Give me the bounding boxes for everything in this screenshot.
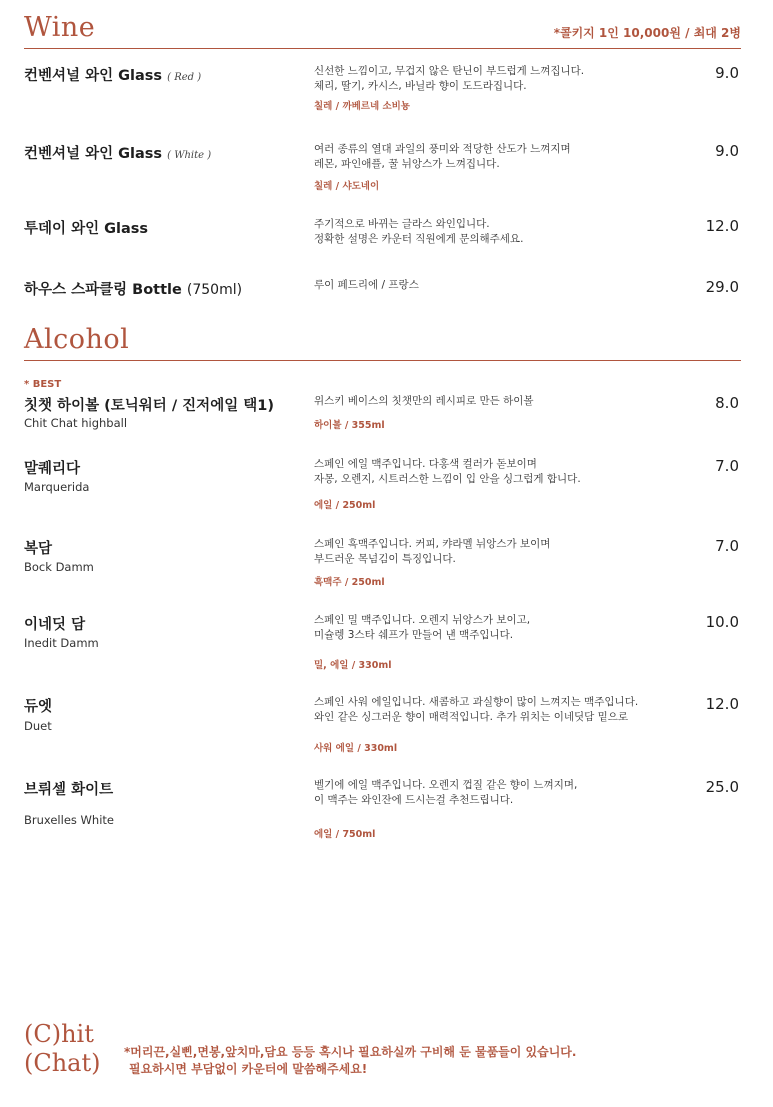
item-price: 9.0	[715, 142, 739, 160]
item-english-name: Duet	[24, 719, 52, 733]
amenities-notice: *머리끈,실삔,면봉,앞치마,담요 등등 혹시나 필요하실까 구비해 둔 물품들이 있습니다. 필요하시면 부담없이 카운터에 말씀해주세요!	[124, 1045, 577, 1076]
item-tag: 칠레 / 까베르네 소비뇽	[314, 101, 410, 112]
item-price: 7.0	[715, 457, 739, 475]
item-price: 12.0	[705, 217, 739, 235]
corkage-note: *콜키지 1인 10,000원 / 최대 2병	[553, 26, 741, 40]
item-description: 스페인 사워 에일입니다. 새콤하고 과실향이 많이 느껴지는 맥주입니다. 와인 같은 싱그러운 향이 매력적입니다. 추가 위치는 이네딧담 밑으로	[314, 696, 639, 723]
item-name: 하우스 스파클링 Bottle (750ml)	[24, 282, 243, 298]
item-price: 12.0	[705, 695, 739, 713]
item-tag: 에일 / 250ml	[314, 500, 376, 511]
item-description: 여러 종류의 열대 과일의 풍미와 적당한 산도가 느껴지며 레몬, 파인애플, 꿀 뉘앙스가 느껴집니다.	[314, 143, 571, 170]
item-english-name: Bock Damm	[24, 560, 94, 574]
item-name: 브뤼셀 화이트	[24, 782, 114, 798]
item-english-name: Bruxelles White	[24, 813, 114, 827]
item-price: 8.0	[715, 394, 739, 412]
alcohol-section-title: Alcohol	[24, 324, 130, 355]
item-name: 칫챗 하이볼 (토닉워터 / 진저에일 택1)	[24, 398, 274, 414]
item-tag: 하이볼 / 355ml	[314, 420, 385, 431]
item-english-name: Inedit Damm	[24, 636, 99, 650]
best-badge: * BEST	[24, 379, 62, 390]
item-tag: 흑맥주 / 250ml	[314, 577, 385, 588]
item-name: 이네딧 담	[24, 617, 86, 633]
item-description: 신선한 느낌이고, 무겁지 않은 탄닌이 부드럽게 느껴집니다. 체리, 딸기, 카시스, 바닐라 향이 도드라집니다.	[314, 65, 585, 92]
item-sub: (750ml)	[186, 282, 243, 298]
item-name: 투데이 와인 Glass	[24, 221, 149, 237]
item-sub: ( White )	[167, 150, 212, 161]
item-price: 29.0	[705, 278, 739, 296]
item-tag: 사워 에일 / 330ml	[314, 743, 398, 754]
item-description: 스페인 흑맥주입니다. 커피, 캬라멜 뉘앙스가 보이며 부드러운 목넘김이 특징입니다.	[314, 538, 551, 565]
item-english-name: Chit Chat highball	[24, 416, 128, 430]
item-name: 컨벤셔널 와인 Glass ( White )	[24, 146, 212, 162]
item-tag: 에일 / 750ml	[314, 829, 376, 840]
item-sub: ( Red )	[167, 72, 202, 83]
item-price: 10.0	[705, 613, 739, 631]
item-price: 9.0	[715, 64, 739, 82]
item-name: 복담	[24, 541, 53, 557]
item-name: 말퀘리다	[24, 461, 81, 477]
item-description: 스페인 에일 맥주입니다. 다홍색 컬러가 돋보이며 자몽, 오렌지, 시트러스한 느낌이 입 안을 싱그럽게 합니다.	[314, 458, 581, 485]
item-description: 위스키 베이스의 칫챗만의 레시피로 만든 하이볼	[314, 395, 534, 407]
item-name: 컨벤셔널 와인 Glass ( Red )	[24, 68, 202, 84]
item-tag: 밀, 에일 / 330ml	[314, 660, 392, 671]
item-description: 루이 페드리에 / 프랑스	[314, 279, 419, 291]
item-price: 25.0	[705, 778, 739, 796]
item-price: 7.0	[715, 537, 739, 555]
item-description: 주기적으로 바뀌는 글라스 와인입니다. 정확한 설명은 카운터 직원에게 문의해주세요.	[314, 218, 524, 245]
item-name: 듀엣	[24, 699, 53, 715]
wine-section-title: Wine	[24, 12, 96, 43]
item-description: 스페인 밀 맥주입니다. 오렌지 뉘앙스가 보이고, 미슐렝 3스타 쉐프가 만들어 낸 맥주입니다.	[314, 614, 531, 641]
item-description: 벨기에 에일 맥주입니다. 오렌지 껍질 같은 향이 느껴지며, 이 맥주는 와인잔에 드시는걸 추천드립니다.	[314, 779, 578, 806]
item-english-name: Marquerida	[24, 480, 90, 494]
alcohol-divider	[24, 360, 741, 361]
chitchat-logo: (C)hit (Chat)	[24, 1020, 101, 1077]
wine-divider	[24, 48, 741, 49]
item-tag: 칠레 / 샤도네이	[314, 181, 380, 192]
